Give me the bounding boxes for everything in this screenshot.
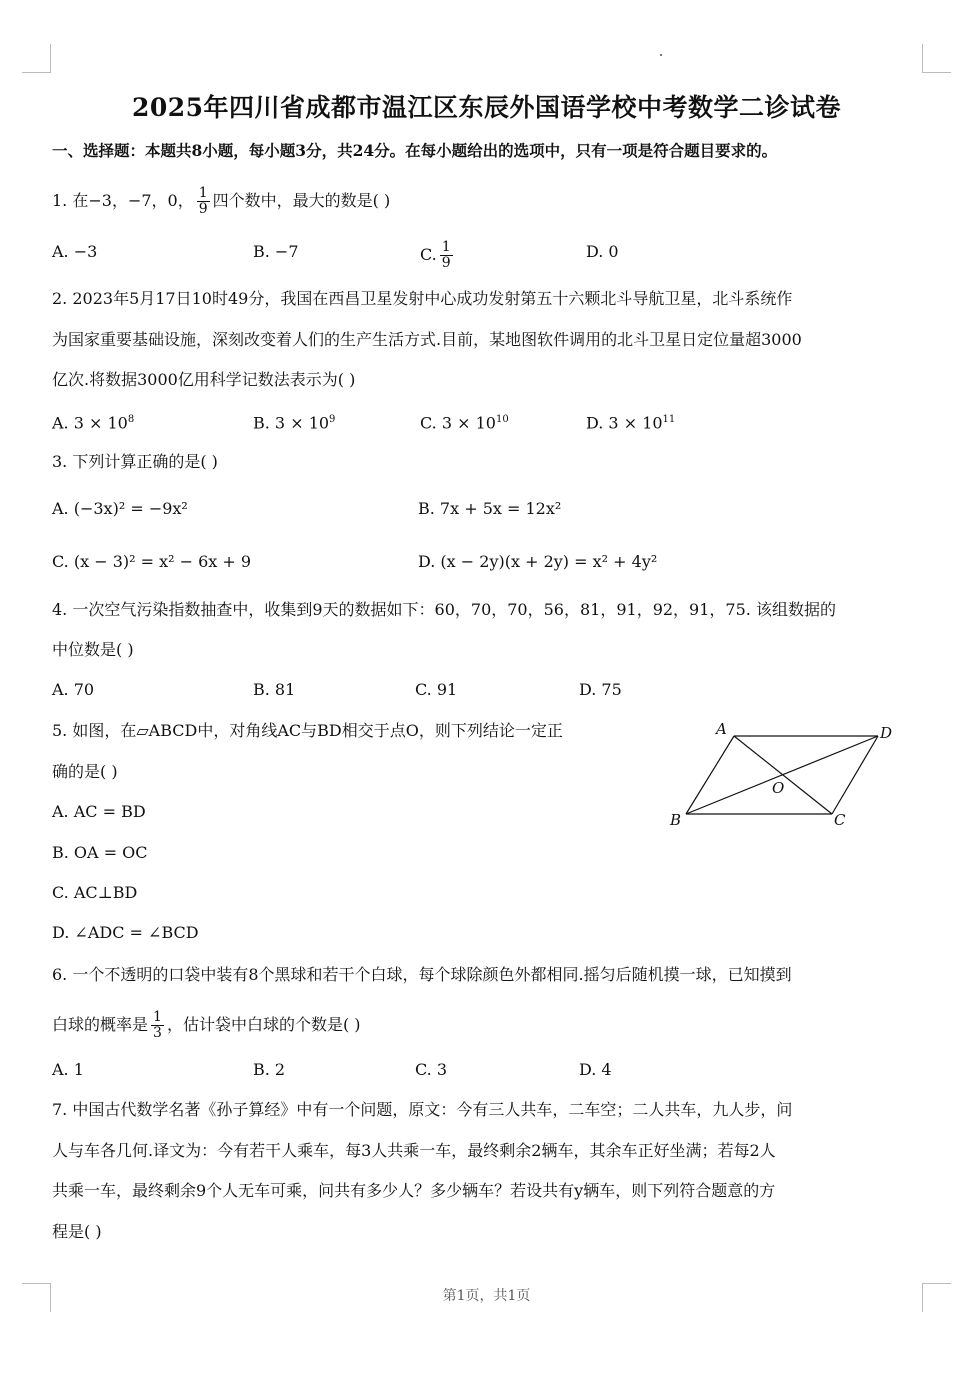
question-4-line-2: 中位数是( ) (52, 640, 134, 659)
question-4-line-1: 4. 一次空气污染指数抽查中，收集到9天的数据如下：60，70，70，56，81，91，92，91，75. 该组数据的 (52, 600, 836, 619)
question-2-line-1: 2. 2023年5月17日10时49分，我国在西昌卫星发射中心成功发射第五十六颗北斗导航卫星，北斗系统作 (52, 289, 793, 308)
q6-line2-a: 白球的概率是 (52, 1015, 149, 1034)
page-footer: 第1页，共1页 (442, 1288, 531, 1304)
q1-frac-num: 1 (198, 185, 208, 201)
page-title: 2025年四川省成都市温江区东辰外国语学校中考数学二诊试卷 (131, 93, 842, 122)
vertex-label-b: B (670, 811, 682, 829)
q3-option-a: A. (−3x)² = −9x² (52, 499, 188, 518)
q6-option-a: A. 1 (52, 1060, 84, 1079)
section-heading: 一、选择题：本题共8小题，每小题3分，共24分。在每小题给出的选项中，只有一项是符合题目要求的。 (52, 141, 778, 160)
parallelogram-figure (668, 718, 908, 830)
q1-option-c (420, 240, 456, 271)
question-1-stem (52, 186, 390, 217)
question-7-line-3: 共乘一车，最终剩余9个人无车可乘，问共有多少人？多少辆车？若设共有y辆车，则下列符合题意的方 (52, 1181, 776, 1200)
q2-option-d (586, 408, 675, 435)
q1-option-c-fraction (440, 240, 453, 271)
crop-mark-top-right (922, 44, 951, 73)
question-7-line-4: 程是( ) (52, 1222, 102, 1241)
q1-option-b: B. −7 (253, 242, 299, 261)
q1-option-c-label: C. (420, 245, 437, 264)
question-3-stem: 3. 下列计算正确的是( ) (52, 452, 218, 471)
q6-option-d: D. 4 (579, 1060, 612, 1079)
q6-option-c: C. 3 (415, 1060, 448, 1079)
q2-b-base: B. 3 × 10 (253, 413, 330, 433)
q5-option-a: A. AC = BD (52, 802, 146, 821)
question-7-line-1: 7. 中国古代数学名著《孙子算经》中有一个问题，原文：今有三人共车，二车空；二人共车，九人步，问 (52, 1100, 793, 1119)
center-label-o: O (772, 779, 785, 797)
q1-c-num: 1 (441, 239, 451, 255)
diagonal-bd (686, 736, 878, 814)
q2-option-a (52, 408, 134, 435)
question-7-line-2: 人与车各几何.译文为：今有若干人乘车，每3人共乘一车，最终剩余2辆车，其余车正好坐满；若每2人 (52, 1141, 776, 1160)
q3-option-d: D. (x − 2y)(x + 2y) = x² + 4y² (418, 552, 658, 571)
q4-option-c: C. 91 (415, 680, 458, 699)
q6-line2-b: ，估计袋中白球的个数是( ) (166, 1015, 361, 1034)
q1-stem-a: 1. 在−3，−7，0， (52, 191, 194, 210)
q3-option-b: B. 7x + 5x = 12x² (418, 499, 562, 518)
q4-option-d: D. 75 (579, 680, 622, 699)
q5-option-b: B. OA = OC (52, 843, 148, 862)
crop-mark-top-left (22, 44, 51, 73)
q1-frac-den: 9 (198, 201, 208, 217)
q6-fraction (151, 1010, 164, 1041)
q1-option-d: D. 0 (586, 242, 619, 261)
question-5-line-2: 确的是( ) (52, 762, 118, 781)
q2-option-c (420, 408, 509, 435)
q3-option-c: C. (x − 3)² = x² − 6x + 9 (52, 552, 252, 571)
q4-option-b: B. 81 (253, 680, 296, 699)
q2-b-exp: 9 (329, 414, 336, 425)
edge-dc (832, 736, 878, 814)
question-6-line-1: 6. 一个不透明的口袋中装有8个黑球和若干个白球，每个球除颜色外都相同.摇匀后随机摸一球，已知摸到 (52, 965, 792, 984)
q2-d-base: D. 3 × 10 (586, 413, 663, 433)
q1-c-den: 9 (441, 255, 451, 271)
q6-frac-den: 3 (153, 1025, 162, 1041)
question-2-line-2: 为国家重要基础设施，深刻改变着人们的生产生活方式.目前，某地图软件调用的北斗卫星日定位量超3000 (52, 330, 802, 349)
q6-option-b: B. 2 (253, 1060, 286, 1079)
q2-option-b (253, 408, 335, 435)
q2-c-base: C. 3 × 10 (420, 413, 496, 433)
scan-dot (660, 54, 662, 56)
edge-ba (686, 736, 734, 814)
vertex-label-a: A (716, 720, 727, 738)
vertex-label-d: D (880, 724, 893, 742)
q2-a-base: A. 3 × 10 (52, 413, 128, 433)
q2-c-exp: 10 (495, 414, 509, 425)
question-5-line-1: 5. 如图，在▱ABCD中，对角线AC与BD相交于点O，则下列结论一定正 (52, 721, 563, 740)
q5-option-c: C. AC⊥BD (52, 883, 138, 902)
question-2-line-3: 亿次.将数据3000亿用科学记数法表示为( ) (52, 370, 356, 389)
q2-a-exp: 8 (127, 414, 135, 425)
q1-option-a: A. −3 (52, 242, 98, 261)
q2-d-exp: 11 (662, 414, 676, 425)
q4-option-a: A. 70 (52, 680, 95, 699)
q1-stem-b: 四个数中，最大的数是( ) (212, 191, 391, 210)
question-6-line-2 (52, 1010, 361, 1041)
q5-option-d: D. ∠ADC = ∠BCD (52, 923, 199, 942)
q6-frac-num: 1 (153, 1009, 162, 1025)
vertex-label-c: C (834, 811, 846, 829)
q1-fraction (197, 186, 210, 217)
